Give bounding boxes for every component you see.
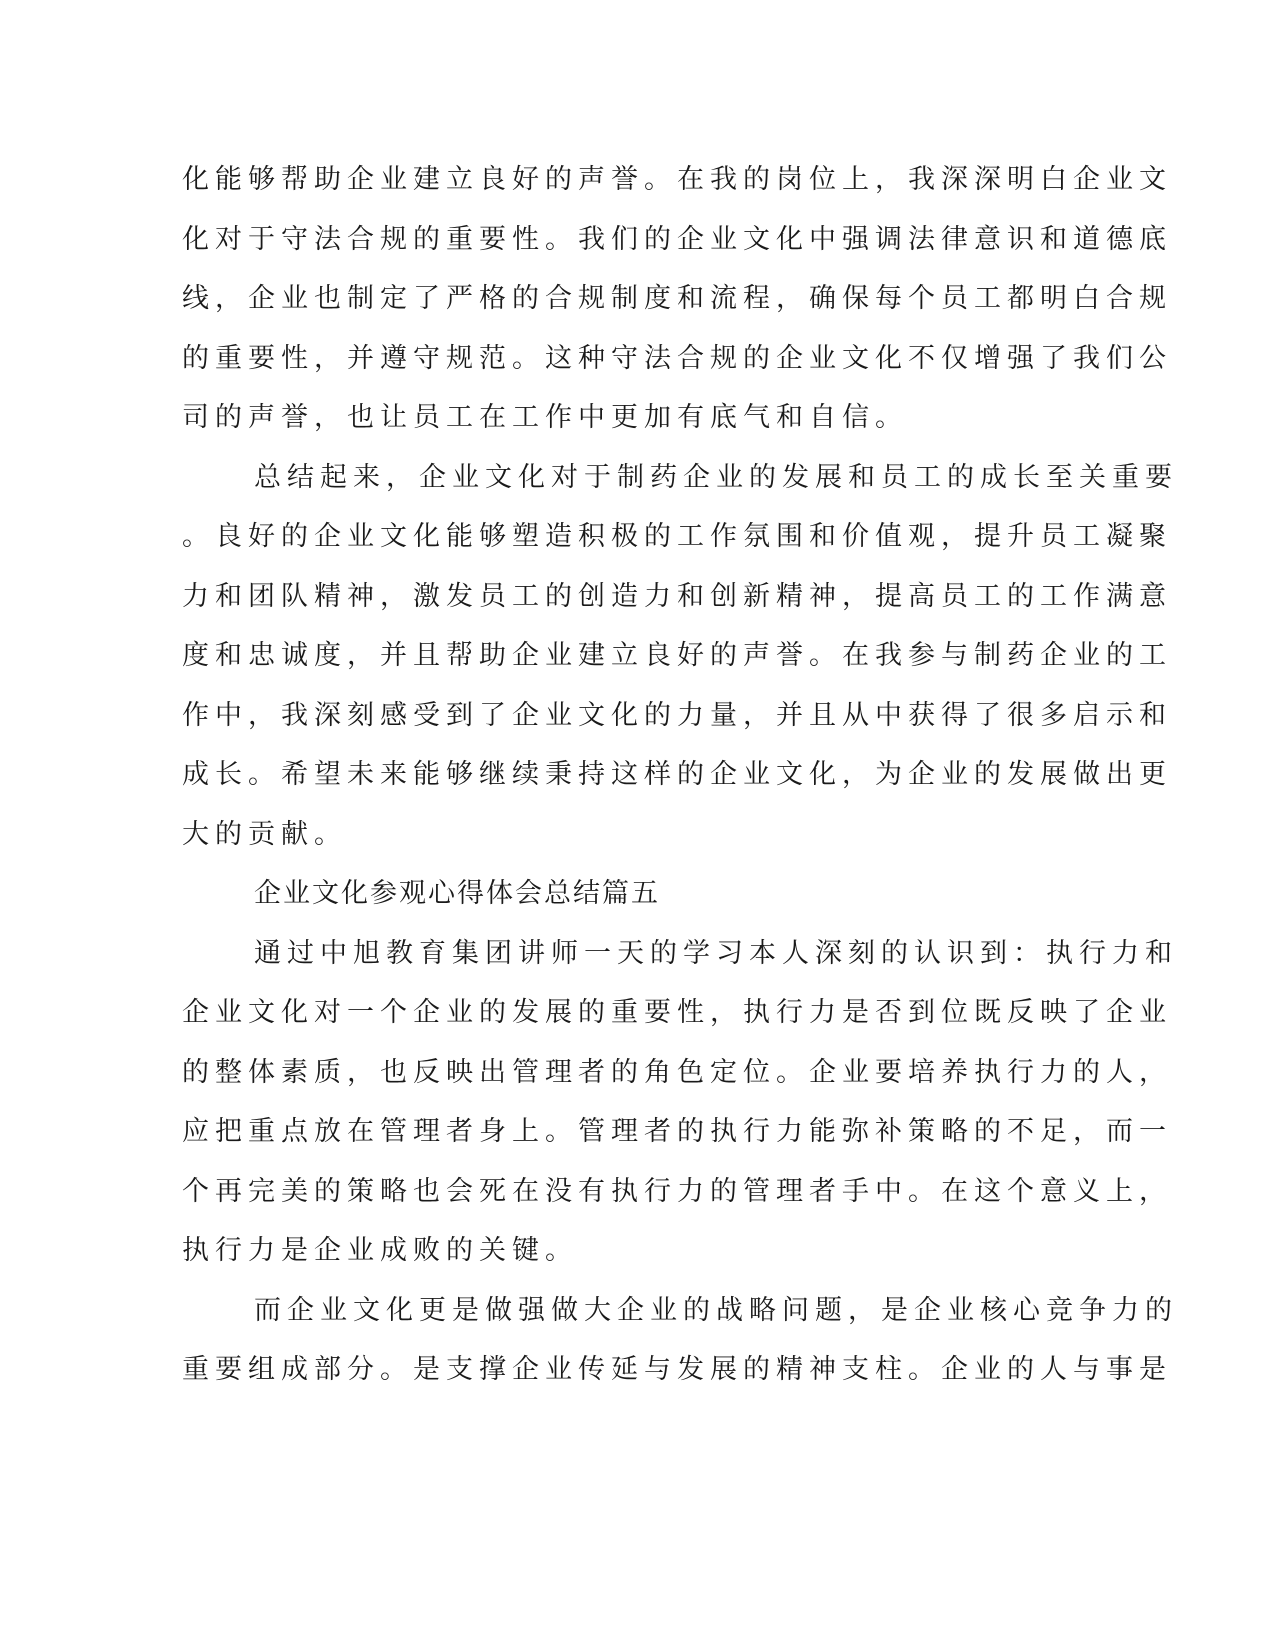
text-line: 力和团队精神，激发员工的创造力和创新精神，提高员工的工作满意 [182,580,1172,612]
text-line: 企业文化对一个企业的发展的重要性，执行力是否到位既反映了企业 [182,997,1172,1028]
text-line: 重要组成部分。是支撑企业传延与发展的精神支柱。企业的人与事是 [182,1354,1172,1385]
text-line: 大的贡献。 [182,818,347,850]
paragraph-start-line: 而企业文化更是做强做大企业的战略问题，是企业核心竞争力的 [254,1294,1178,1326]
text-line: 执行力是企业成败的关键。 [182,1235,578,1266]
text-line: 成长。希望未来能够继续秉持这样的企业文化，为企业的发展做出更 [182,759,1172,790]
paragraph-start-line: 总结起来，企业文化对于制药企业的发展和员工的成长至关重要 [254,461,1178,493]
text-line: 的整体素质，也反映出管理者的角色定位。企业要培养执行力的人， [182,1056,1172,1088]
text-line: 的重要性，并遵守规范。这种守法合规的企业文化不仅增强了我们公 [182,342,1172,374]
paragraph-start-line: 通过中旭教育集团讲师一天的学习本人深刻的认识到：执行力和 [254,937,1178,969]
text-line: 化能够帮助企业建立良好的声誉。在我的岗位上，我深深明白企业文 [182,164,1172,195]
text-line: 司的声誉，也让员工在工作中更加有底气和自信。 [182,402,908,433]
text-line: 。良好的企业文化能够塑造积极的工作氛围和价值观，提升员工凝聚 [182,521,1172,552]
document-page [182,150,1178,1400]
text-line: 应把重点放在管理者身上。管理者的执行力能弥补策略的不足，而一 [182,1116,1172,1147]
text-line: 个再完美的策略也会死在没有执行力的管理者手中。在这个意义上， [182,1175,1172,1207]
text-line: 度和忠诚度，并且帮助企业建立良好的声誉。在我参与制药企业的工 [182,640,1172,671]
text-line: 线，企业也制定了严格的合规制度和流程，确保每个员工都明白合规 [182,283,1172,314]
text-line: 化对于守法合规的重要性。我们的企业文化中强调法律意识和道德底 [182,223,1172,255]
text-line: 作中，我深刻感受到了企业文化的力量，并且从中获得了很多启示和 [182,699,1172,731]
section-heading: 企业文化参观心得体会总结篇五 [254,878,660,909]
